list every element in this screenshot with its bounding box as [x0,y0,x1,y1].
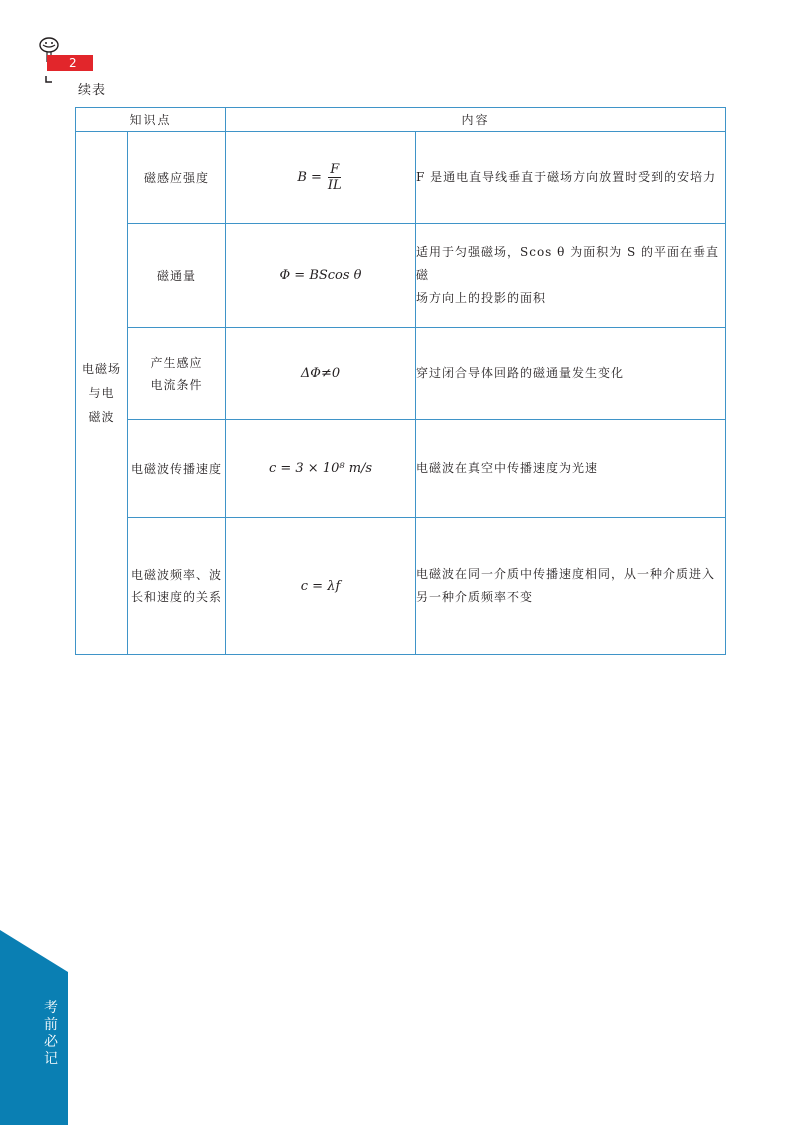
topic-cell [128,518,226,655]
formula-cell: Φ = BScos θ [226,224,416,328]
description-cell [416,224,726,328]
topic-text: 产生感应 [150,355,203,370]
table-row [76,328,726,420]
header-content: 内容 [226,108,726,132]
table-row [76,224,726,328]
description-line: 电磁波在真空中传播速度为光速 [416,461,599,475]
continuation-label: 续表 [78,83,107,98]
description-line: F 是通电直导线垂直于磁场方向放置时受到的安培力 [416,170,717,184]
topic-text: 电磁波频率、波 [131,568,223,582]
category-line: 磁波 [88,410,115,424]
topic-cell [128,132,226,224]
formula-cell: c = 3 × 10⁸ m/s [226,420,416,518]
description-line: 适用于匀强磁场，Scos θ 为面积为 S 的平面在垂直磁 [416,245,720,282]
category-cell [76,132,128,655]
description-cell [416,420,726,518]
description-line: 穿过闭合导体回路的磁通量发生变化 [416,366,625,380]
category-line: 电磁场 [81,362,121,376]
formula-cell: c = λf [226,518,416,655]
description-line: 另一种介质频率不变 [416,590,534,604]
description-cell [416,328,726,420]
fraction-numerator: F [330,162,340,177]
side-tab-label: 考前必记 [44,1000,58,1067]
formula-lhs: B = [297,170,322,185]
table-row [76,132,726,224]
topic-text: 长和速度的关系 [131,590,223,604]
topic-cell [128,328,226,420]
table-header-row [76,108,726,132]
formula-cell [226,132,416,224]
category-line: 与电 [88,386,115,400]
topic-text: 电流条件 [150,377,203,392]
knowledge-table [75,107,726,655]
page-number: 2 [47,55,93,71]
topic-text: 磁感应强度 [144,170,210,185]
table-row [76,518,726,655]
topic-cell [128,420,226,518]
description-line: 场方向上的投影的面积 [416,291,547,305]
topic-text: 磁通量 [157,268,197,283]
topic-text: 电磁波传播速度 [131,461,223,476]
topic-cell [128,224,226,328]
description-cell [416,132,726,224]
fraction-denominator: IL [327,178,342,193]
table-row [76,420,726,518]
description-cell [416,518,726,655]
header-knowledge-point: 知识点 [76,108,226,132]
description-line: 电磁波在同一介质中传播速度相同，从一种介质进入 [416,567,716,581]
formula-fraction [326,162,344,193]
formula-cell: ΔΦ≠0 [226,328,416,420]
